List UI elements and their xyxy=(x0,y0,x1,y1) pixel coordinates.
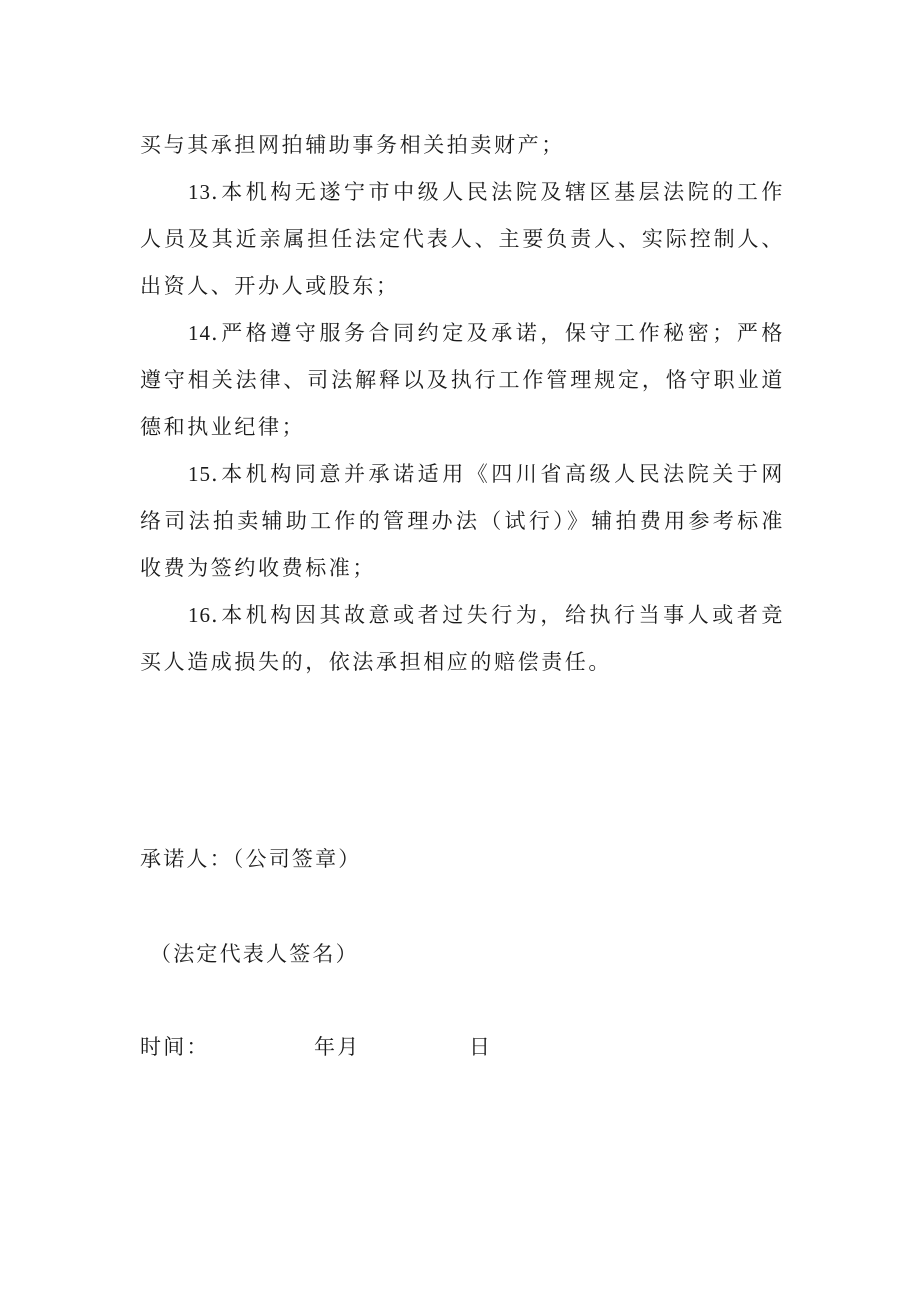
promisor-signature-label: 承诺人：（公司签章） xyxy=(140,847,362,871)
day-label: 日 xyxy=(469,1035,493,1059)
item-number: 13 xyxy=(188,180,211,204)
year-month-label: 年月 xyxy=(314,1035,361,1059)
commitment-body xyxy=(140,122,785,686)
item-number: 14 xyxy=(188,321,211,345)
item-15 xyxy=(140,451,785,592)
item-16 xyxy=(140,592,785,686)
continuation-paragraph: 买与其承担网拍辅助事务相关拍卖财产； xyxy=(140,133,565,157)
item-number: 16 xyxy=(188,603,211,627)
item-14 xyxy=(140,310,785,451)
time-label: 时间： xyxy=(140,1035,210,1059)
legal-representative-signature-label: （法定代表人签名） xyxy=(150,942,359,966)
item-text: .严格遵守服务合同约定及承诺，保守工作秘密；严格遵守相关法律、司法解释以及执行工作管理规定，恪守职业道德和执业纪律； xyxy=(140,321,785,439)
item-text: .本机构因其故意或者过失行为，给执行当事人或者竞买人造成损失的，依法承担相应的赔偿责任。 xyxy=(140,603,785,674)
item-text: .本机构无遂宁市中级人民法院及辖区基层法院的工作人员及其近亲属担任法定代表人、主要负责人、实际控制人、出资人、开办人或股东； xyxy=(140,180,785,298)
item-13 xyxy=(140,169,785,310)
item-text: .本机构同意并承诺适用《四川省高级人民法院关于网络司法拍卖辅助工作的管理办法（试行）》辅拍费用参考标准收费为签约收费标准； xyxy=(140,462,785,580)
item-number: 15 xyxy=(188,462,211,486)
